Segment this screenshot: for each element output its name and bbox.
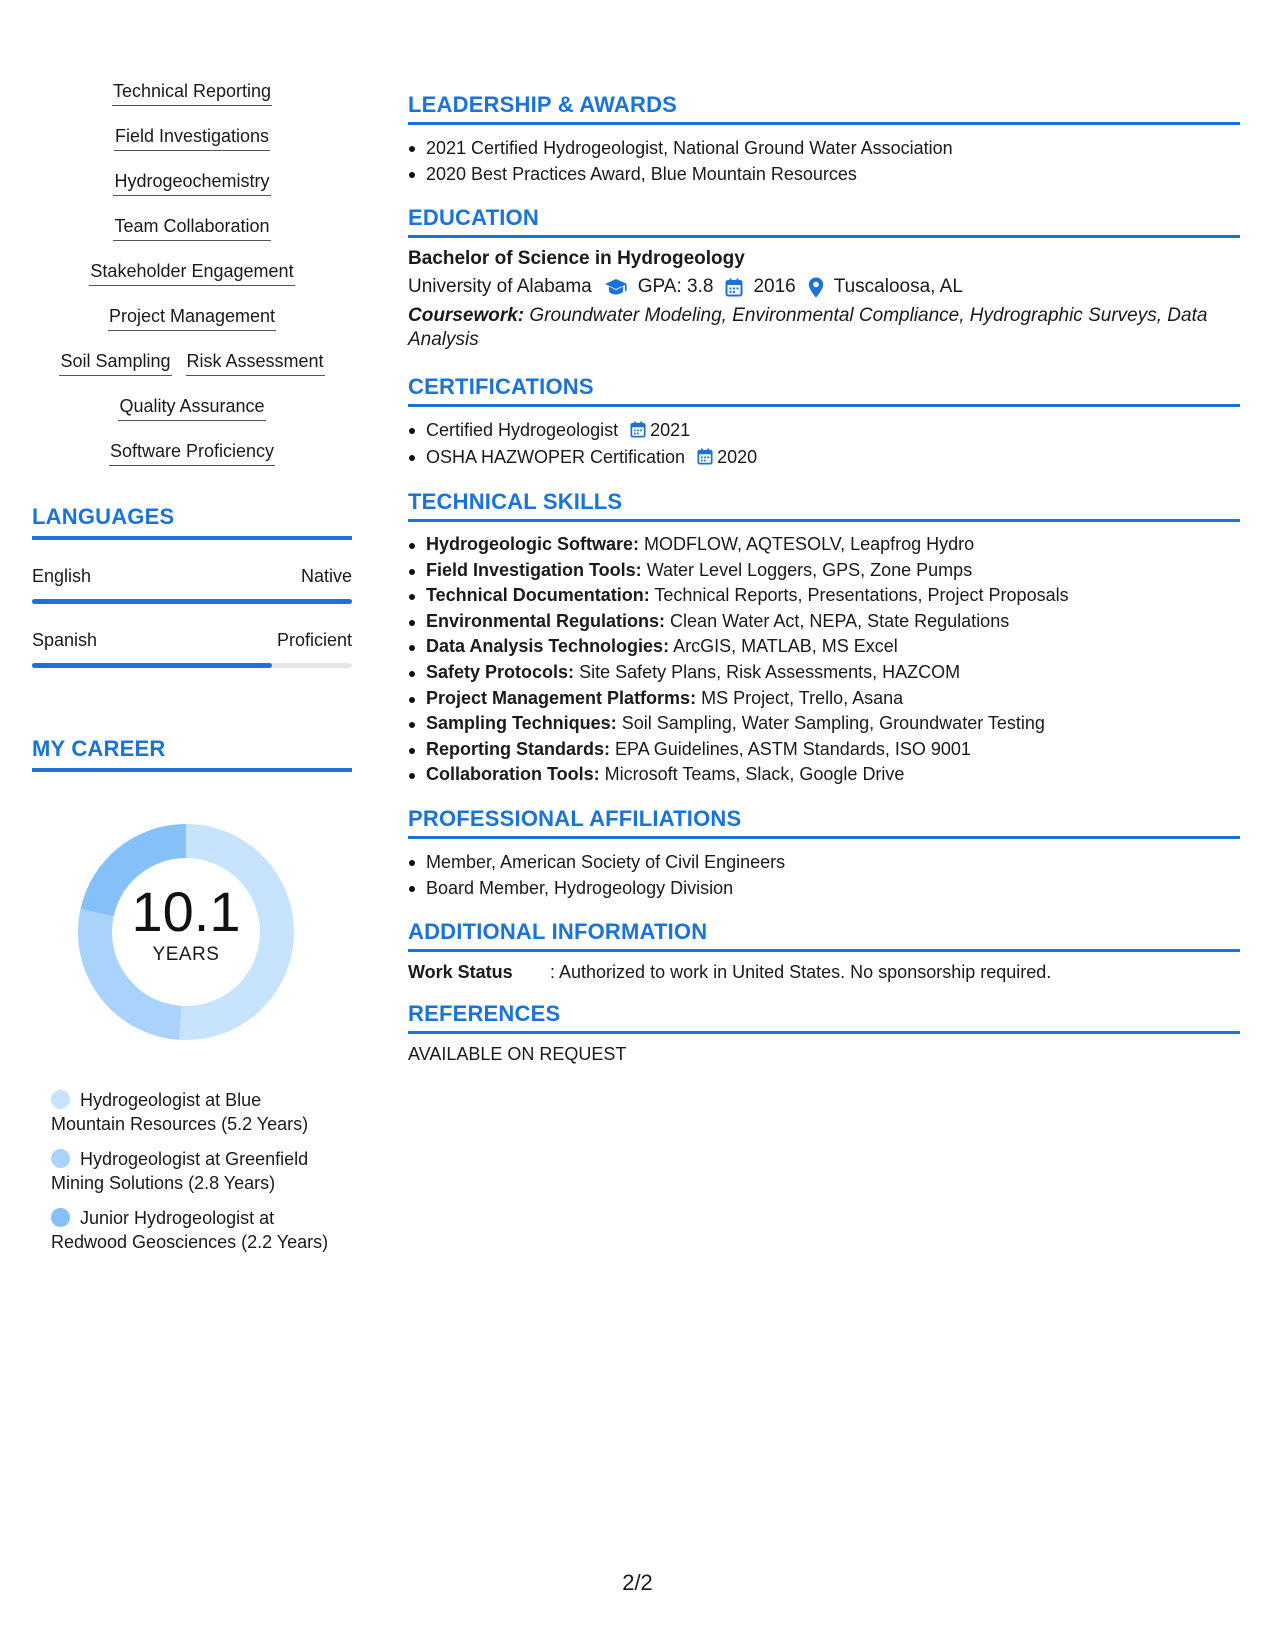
skill-tag: Hydrogeochemistry bbox=[113, 170, 270, 196]
certifications-list bbox=[408, 417, 1240, 471]
career-legend-item bbox=[51, 1206, 331, 1254]
skill-values: Soil Sampling, Water Sampling, Groundwater Testing bbox=[621, 713, 1045, 734]
education-heading: EDUCATION bbox=[408, 205, 1240, 238]
degree: Bachelor of Science in Hydrogeology bbox=[408, 248, 745, 269]
graduation-cap-icon bbox=[604, 278, 628, 296]
school-name: University of Alabama bbox=[408, 276, 592, 297]
affiliations-section bbox=[408, 806, 1240, 901]
skill-tag: Soil Sampling bbox=[59, 350, 171, 376]
leadership-list bbox=[408, 135, 1240, 187]
skill-category: Environmental Regulations: bbox=[426, 610, 666, 631]
skill-row bbox=[32, 170, 352, 194]
language-row bbox=[32, 630, 352, 651]
skill-values: Site Safety Plans, Risk Assessments, HAZCOM bbox=[579, 661, 961, 682]
skill-tag: Technical Reporting bbox=[112, 80, 272, 106]
skill-tag: Stakeholder Engagement bbox=[89, 260, 294, 286]
career-total-years: 10.1 bbox=[131, 880, 241, 943]
skill-row bbox=[32, 395, 352, 419]
references-section bbox=[408, 1001, 1240, 1065]
skill-category: Data Analysis Technologies: bbox=[426, 636, 670, 657]
additional-section bbox=[408, 919, 1240, 983]
career-heading: MY CAREER bbox=[32, 736, 352, 772]
technical-skills-heading: TECHNICAL SKILLS bbox=[408, 489, 1240, 522]
leadership-heading: LEADERSHIP & AWARDS bbox=[408, 92, 1240, 125]
language-proficiency-fill bbox=[32, 663, 272, 668]
language-name: Spanish bbox=[32, 630, 98, 650]
graduation-year: 2016 bbox=[753, 276, 796, 297]
career-total-unit: YEARS bbox=[152, 944, 220, 965]
technical-skills-section bbox=[408, 489, 1240, 788]
affiliations-list bbox=[408, 849, 1240, 901]
skill-tag: Project Management bbox=[108, 305, 276, 331]
leadership-section bbox=[408, 92, 1240, 187]
location-pin-icon bbox=[808, 277, 824, 298]
career-label: Junior Hydrogeologist at Redwood Geosciences (2.2 Years) bbox=[51, 1208, 329, 1252]
career-label: Hydrogeologist at Blue Mountain Resources (5.2 Years) bbox=[51, 1090, 309, 1134]
skill-tag: Field Investigations bbox=[114, 125, 270, 151]
list-item: 2020 Best Practices Award, Blue Mountain Resources bbox=[426, 161, 1240, 187]
skill-row bbox=[32, 305, 352, 329]
legend-dot bbox=[51, 1149, 70, 1168]
references-heading: REFERENCES bbox=[408, 1001, 1240, 1034]
languages-heading: LANGUAGES bbox=[32, 504, 352, 540]
calendar-icon bbox=[725, 278, 743, 297]
list-item bbox=[426, 737, 1240, 763]
list-item bbox=[426, 583, 1240, 609]
skill-tag: Team Collaboration bbox=[113, 215, 270, 241]
skill-row bbox=[32, 125, 352, 149]
work-status-label: Work Status bbox=[408, 961, 513, 982]
skill-category: Hydrogeologic Software: bbox=[426, 534, 640, 554]
language-name: English bbox=[32, 566, 92, 586]
education-meta bbox=[408, 276, 1240, 298]
skill-category: Safety Protocols: bbox=[426, 661, 575, 682]
list-item bbox=[426, 444, 1240, 471]
skill-values: ArcGIS, MATLAB, MS Excel bbox=[673, 636, 898, 657]
skill-row bbox=[32, 440, 352, 464]
list-item bbox=[426, 660, 1240, 686]
certification-name: OSHA HAZWOPER Certification bbox=[426, 447, 686, 467]
skill-tag: Quality Assurance bbox=[118, 395, 265, 421]
skill-category: Collaboration Tools: bbox=[426, 764, 600, 785]
list-item: Member, American Society of Civil Engineers bbox=[426, 849, 1240, 875]
calendar-icon bbox=[697, 448, 713, 465]
career-section bbox=[32, 736, 352, 1254]
languages-list bbox=[32, 566, 352, 668]
skill-values: MS Project, Trello, Asana bbox=[701, 687, 904, 708]
list-item: Board Member, Hydrogeology Division bbox=[426, 875, 1240, 901]
calendar-icon bbox=[630, 421, 646, 438]
skill-row bbox=[32, 350, 352, 374]
skill-row bbox=[32, 80, 352, 104]
technical-skills-list bbox=[408, 532, 1240, 788]
list-item bbox=[426, 634, 1240, 660]
language-proficiency-bar bbox=[32, 663, 352, 668]
language-proficiency-bar bbox=[32, 599, 352, 604]
list-item bbox=[426, 558, 1240, 584]
language-row bbox=[32, 566, 352, 587]
gpa: GPA: 3.8 bbox=[637, 276, 714, 297]
skill-category: Field Investigation Tools: bbox=[426, 559, 642, 580]
list-item bbox=[426, 417, 1240, 444]
skill-category: Technical Documentation: bbox=[426, 585, 650, 606]
certification-year: 2021 bbox=[650, 420, 691, 440]
coursework-text: Groundwater Modeling, Environmental Compliance, Hydrographic Surveys, Data Analysis bbox=[408, 305, 1208, 350]
skill-values: Microsoft Teams, Slack, Google Drive bbox=[604, 764, 905, 785]
list-item bbox=[426, 711, 1240, 737]
legend-dot bbox=[51, 1090, 70, 1109]
education-section bbox=[408, 205, 1240, 352]
certifications-heading: CERTIFICATIONS bbox=[408, 374, 1240, 407]
donut-center bbox=[66, 812, 306, 1052]
school-location: Tuscaloosa, AL bbox=[833, 276, 963, 297]
skill-category: Reporting Standards: bbox=[426, 738, 611, 759]
career-donut-chart bbox=[66, 812, 306, 1052]
references-text: AVAILABLE ON REQUEST bbox=[408, 1043, 627, 1064]
affiliations-heading: PROFESSIONAL AFFILIATIONS bbox=[408, 806, 1240, 839]
skill-row bbox=[32, 215, 352, 239]
skill-category: Project Management Platforms: bbox=[426, 687, 697, 708]
list-item bbox=[426, 762, 1240, 788]
certifications-section bbox=[408, 374, 1240, 471]
skill-tag: Risk Assessment bbox=[186, 350, 325, 376]
skill-row bbox=[32, 260, 352, 284]
career-legend bbox=[51, 1088, 331, 1254]
language-level: Proficient bbox=[276, 630, 352, 650]
certification-name: Certified Hydrogeologist bbox=[426, 420, 619, 440]
list-item bbox=[426, 532, 1240, 558]
list-item bbox=[426, 609, 1240, 635]
left-column bbox=[32, 80, 352, 1265]
work-status-value: : Authorized to work in United States. No sponsorship required. bbox=[550, 961, 1052, 982]
language-proficiency-fill bbox=[32, 599, 352, 604]
certification-year: 2020 bbox=[717, 447, 758, 467]
career-legend-item bbox=[51, 1147, 331, 1195]
list-item: 2021 Certified Hydrogeologist, National Ground Water Association bbox=[426, 135, 1240, 161]
work-status bbox=[408, 962, 1240, 983]
languages-section bbox=[32, 504, 352, 668]
skill-values: MODFLOW, AQTESOLV, Leapfrog Hydro bbox=[644, 534, 975, 554]
skill-values: Technical Reports, Presentations, Project Proposals bbox=[654, 585, 1069, 606]
skills-tags bbox=[32, 80, 352, 464]
skill-tag: Software Proficiency bbox=[109, 440, 275, 466]
page-number: 2/2 bbox=[622, 1570, 653, 1595]
skill-category: Sampling Techniques: bbox=[426, 713, 617, 734]
coursework-label: Coursework: bbox=[408, 305, 525, 326]
list-item bbox=[426, 686, 1240, 712]
career-label: Hydrogeologist at Greenfield Mining Solutions (2.8 Years) bbox=[51, 1149, 309, 1193]
coursework bbox=[408, 304, 1240, 352]
additional-heading: ADDITIONAL INFORMATION bbox=[408, 919, 1240, 952]
right-column bbox=[408, 92, 1240, 1079]
skill-values: EPA Guidelines, ASTM Standards, ISO 9001 bbox=[615, 738, 971, 759]
legend-dot bbox=[51, 1208, 70, 1227]
skill-values: Water Level Loggers, GPS, Zone Pumps bbox=[646, 559, 973, 580]
skill-values: Clean Water Act, NEPA, State Regulations bbox=[670, 610, 1010, 631]
career-legend-item bbox=[51, 1088, 331, 1136]
language-level: Native bbox=[300, 566, 352, 586]
